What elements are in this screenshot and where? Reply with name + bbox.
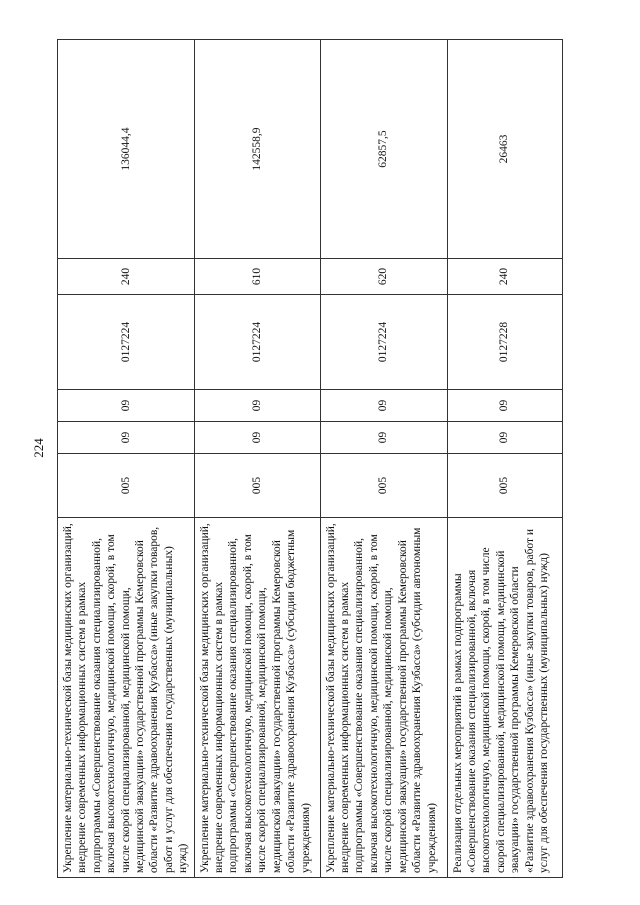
description-cell: Укрепление материально-технической базы медицинских организаций, внедрение современных информационных систем в рамках подпрограммы «Совершенствование оказания специализированной, включая высокотехнологичную, медицинской помощи, скорой, в том числе скорой специализированной, медицинской помощи, медицинской эвакуации» государственной программы Кемеровской области «Развитие здравоохранения Кузбасса» (субсидии бюджетным учреждениям): [194, 518, 320, 878]
description-cell: Укрепление материально-технической базы медицинских организаций, внедрение современных информационных систем в рамках подпрограммы «Совершенствование оказания специализированной, включая высокотехнологичную, медицинской помощи, скорой, в том числе скорой специализированной, медицинской помощи, медицинской эвакуации» государственной программы Кемеровской области «Развитие здравоохранения Кузбасса» (иные закупки товаров, работ и услуг для обеспечения государственных (муниципальных) нужд): [58, 518, 195, 878]
amount-cell: 142558,9: [194, 40, 320, 259]
section-cell: 09: [194, 422, 320, 454]
target-article-cell: 0127228: [447, 295, 562, 390]
ministry-code-cell: 005: [320, 454, 447, 518]
ministry-code-cell: 005: [58, 454, 195, 518]
budget-table: [57, 39, 563, 878]
target-article-cell: 0127224: [194, 295, 320, 390]
expense-type-cell: 610: [194, 259, 320, 295]
amount-cell: 26463: [447, 40, 562, 259]
amount-cell: 62857,5: [320, 40, 447, 259]
expense-type-cell: 240: [447, 259, 562, 295]
section-cell: 09: [320, 422, 447, 454]
table-row: [58, 40, 195, 878]
target-article-cell: 0127224: [58, 295, 195, 390]
table-row: [447, 40, 562, 878]
ministry-code-cell: 005: [194, 454, 320, 518]
section-cell: 09: [58, 422, 195, 454]
subsection-cell: 09: [320, 390, 447, 422]
page-number: 224: [31, 438, 46, 458]
ministry-code-cell: 005: [447, 454, 562, 518]
table-row: [320, 40, 447, 878]
description-cell: Реализация отдельных мероприятий в рамках подпрограммы «Совершенствование оказания специализированной, включая высокотехнологичную, медицинской помощи, скорой, в том числе скорой специализированной, медицинской помощи, медицинской эвакуации» государственной программы Кемеровской области «Развитие здравоохранения Кузбасса» (иные закупки товаров, работ и услуг для обеспечения государственных (муниципальных) нужд): [447, 518, 562, 878]
subsection-cell: 09: [447, 390, 562, 422]
rotated-page-content: [57, 40, 560, 878]
target-article-cell: 0127224: [320, 295, 447, 390]
subsection-cell: 09: [194, 390, 320, 422]
section-cell: 09: [447, 422, 562, 454]
description-cell: Укрепление материально-технической базы медицинских организаций, внедрение современных информационных систем в рамках подпрограммы «Совершенствование оказания специализированной, включая высокотехнологичную, медицинской помощи, скорой, в том числе скорой специализированной, медицинской помощи, медицинской эвакуации» государственной программы Кемеровской области «Развитие здравоохранения Кузбасса» (субсидии автономным учреждениям): [320, 518, 447, 878]
subsection-cell: 09: [58, 390, 195, 422]
amount-cell: 136044,4: [58, 40, 195, 259]
table-row: [194, 40, 320, 878]
expense-type-cell: 620: [320, 259, 447, 295]
expense-type-cell: 240: [58, 259, 195, 295]
